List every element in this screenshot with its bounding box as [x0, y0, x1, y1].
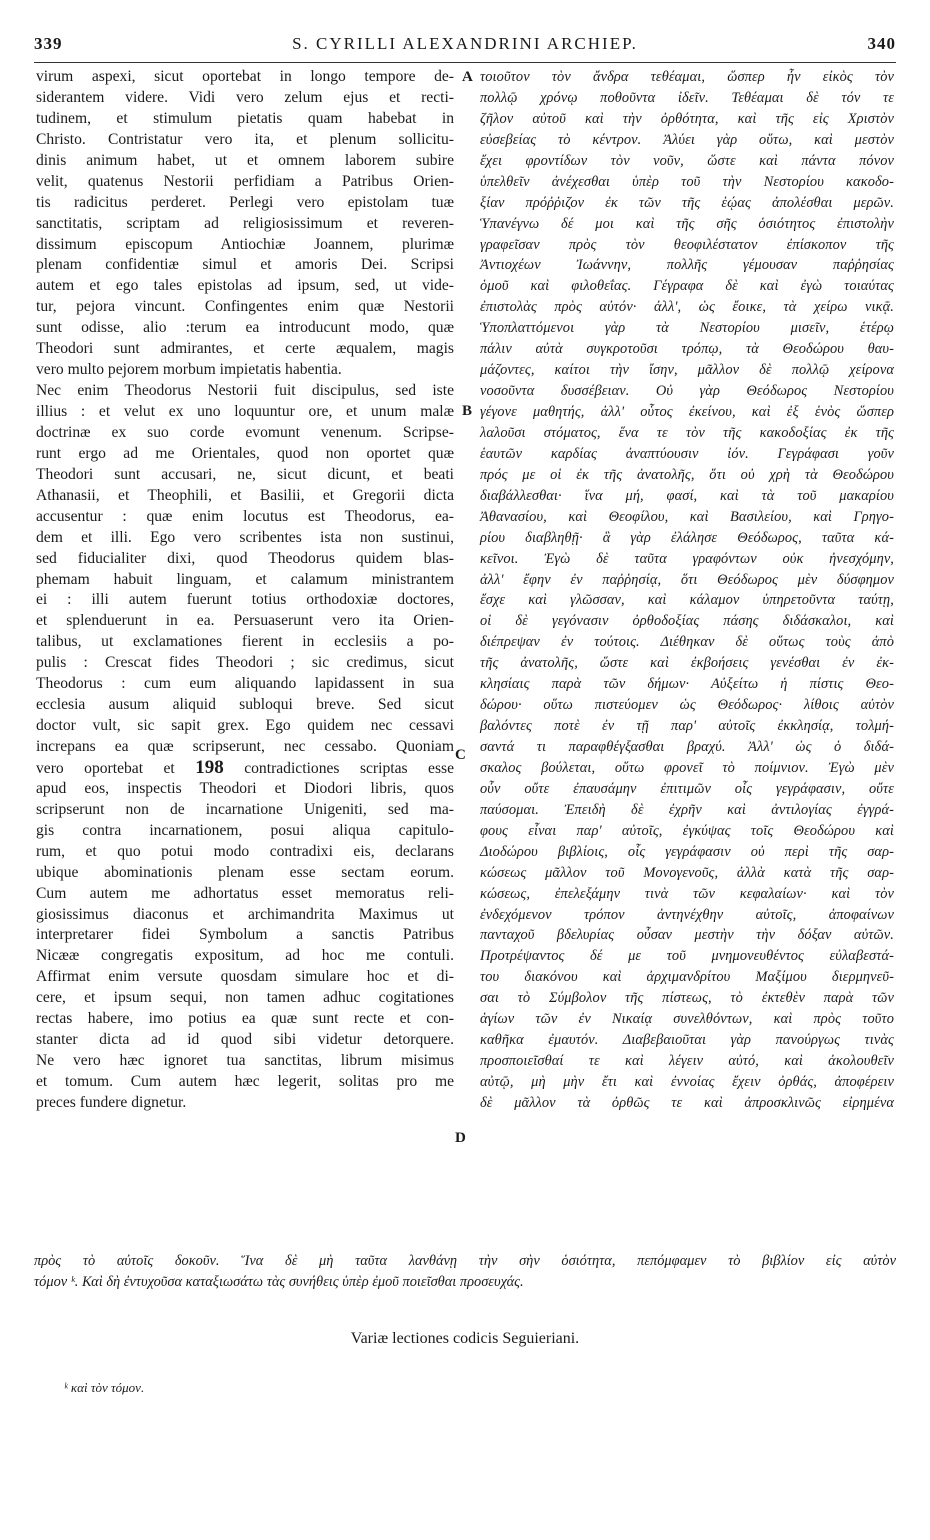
latin-line: Theodori sunt accusari, ne, sicut dicunt, et beati [36, 465, 454, 483]
greek-line: βαλόντες ποτὲ ἐν τῇ παρ' αὐτοῖς ἐκκλησίᾳ, τολμή- [480, 718, 894, 735]
latin-line: Cum autem me adhortatus esset memoratus reli- [36, 884, 454, 902]
latin-line: et tomum. Cum autem hæc legerit, solitas pro me [36, 1073, 454, 1090]
greek-line: πολλῷ χρόνῳ ποθοῦντα ἰδεῖν. Τεθέαμαι δὲ τόν τε [480, 89, 894, 106]
greek-line: Ὑπανέγνω δέ μοι καὶ τῆς σῆς ὁσιότητος ἐπιστολὴν [480, 215, 894, 232]
greek-line: κλησίαις παρὰ τῶν δήμων· Αὐξείτω ἡ πίστις Θεο- [480, 676, 894, 693]
greek-line: αὐτῷ, μὴ μὴν ἔτι καὶ ἐννοίας ἔχειν ὀρθάς, ἀποφέρειν [480, 1074, 894, 1090]
latin-line: gis contra incarnationem, posui aliqua capitulo- [36, 821, 454, 839]
latin-line: Theodorus : cum eum aliquando lapidassent in sua [36, 675, 454, 693]
greek-line: ὑπελθεῖν ἀνέχεσθαι ὑπὲρ τοῦ τὴν Νεστορίου κακοδο- [480, 173, 894, 190]
latin-line-part: contradictiones scriptas esse [244, 759, 455, 777]
greek-line: νοσοῦντα δυσσέβειαν. Οὐ γὰρ Θεόδωρος Νεστορίου [480, 383, 894, 400]
greek-line: γέγονε μαθητής, ἀλλ' οὗτος ἐκείνου, καὶ ἐξ ἑνὸς ὥσπερ [480, 404, 894, 420]
latin-line: runt ergo ad me Orientales, quod non oportet quæ [36, 444, 454, 462]
variae-lectiones-heading: Variæ lectiones codicis Seguieriani. [350, 1330, 580, 1347]
latin-line: autem et ego tales epistolas ad ipsum, sed, ut vide- [36, 277, 454, 295]
latin-line: stanter dicta ad id quod sibi videtur detorquere. [36, 1031, 454, 1049]
greek-continuation-line: τόμον ᵏ. Καὶ δὴ ἐντυχοῦσα καταξιωσάτω τὰς συνήθεις ὑπὲρ ἐμοῦ ποιεῖσθαι προσευχάς. [34, 1274, 524, 1290]
latin-line: apud eos, inspectis Theodori et Diodori libris, quos [36, 779, 454, 797]
greek-line: ἔσχε καὶ γλῶσσαν, καὶ κάλαμον ὑπηρετοῦντα ταύτῃ, [480, 592, 894, 609]
greek-line: προσποιεῖσθαί τε καὶ λέγειν αὐτό, καὶ ἀκολουθεῖν [480, 1053, 894, 1070]
greek-line: Ἀντιοχέων Ἰωάννην, πολλῆς γέμουσαν παῤῥησίας [480, 257, 894, 274]
greek-line: τῆς ἀνατολῆς, ὥστε καὶ ἐκβοήσεις γενέσθαι ἐν ἐκ- [480, 655, 894, 672]
greek-line: οἱ δὲ γεγόνασιν ὀρθοδοξίας πάσης διδάσκαλοι, καὶ [480, 613, 894, 630]
latin-line: vero multo pejorem morbum impietatis habentia. [36, 361, 342, 379]
latin-line: doctrinæ ex suo corde evomunt venenum. Scripse- [36, 423, 454, 441]
greek-line: ἔχει φροντίδων τὸν νοῦν, ὥστε καὶ πάντα πόνον [480, 152, 894, 169]
greek-line: διέπρεψαν ἐν τούτοις. Διέθηκαν δὲ οὕτως τοὺς ἀπὸ [480, 634, 894, 651]
latin-line: rum, et quo potui modo contradixi eis, declarans [36, 842, 454, 860]
latin-line: pulis : Crescat fides Theodori ; sic credimus, sicut [36, 654, 454, 672]
latin-line: illius : et velut ex uno loquuntur ore, et unum malæ [36, 403, 454, 420]
greek-line: δὲ μᾶλλον τὰ ὀρθῶς τε καὶ ἀπροσκλινῶς εἰρημένα [480, 1094, 894, 1111]
latin-line: sunt odisse, alio :terum ea introducunt modo, quæ [36, 319, 454, 337]
greek-line: σαντά τι παραφθέγξασθαι βραχύ. Ἀλλ' ὡς ὁ διδά- [480, 739, 894, 755]
section-marker-d: D [455, 1130, 466, 1146]
latin-line: et splenduerunt in ea. Persuaserunt vero ita Orien- [36, 612, 454, 630]
greek-line: δώρου· οὕτω πιστεύομεν ὡς Θεόδωρος· λίθοις αὐτὸν [480, 697, 894, 714]
page-header [34, 34, 896, 56]
greek-column [480, 67, 894, 1114]
latin-line-part: vero oportebat et [36, 759, 175, 777]
greek-line: σκαλος βούλεται, οὕτω φρονεῖ τὸ ποίμνιον. Ἐγὼ μὲν [480, 759, 894, 776]
greek-line: του διακόνου καὶ ἀρχιμανδρίτου Μαξίμου διερμηνεῦ- [480, 969, 894, 986]
latin-line: talibus, ut exclamationes fierent in ecclesiis a po- [36, 633, 454, 651]
latin-line: preces fundere dignetur. [36, 1093, 187, 1111]
latin-line: rectas habere, imo potius ea quæ sunt recte et con- [36, 1010, 454, 1028]
greek-line: κεῖνοι. Ἐγὼ δὲ ταῦτα γραφόντων οὐκ ἠνεσχόμην, [480, 550, 894, 567]
greek-line: ἁγίων τῶν ἐν Νικαίᾳ συνελθόντων, καὶ πρὸς τοῦτο [480, 1011, 894, 1028]
latin-line: Christo. Contristatur vero ita, et plenum sollicitu- [36, 130, 454, 148]
latin-line: dissimum episcopum Antiochiæ Joannem, plurimæ [36, 235, 454, 253]
latin-line: Athanasii, et Theophili, et Basilii, et Gregorii dicta [36, 486, 454, 504]
greek-line: ζῆλον αὐτοῦ καὶ τὴν ὀρθότητα, καὶ τῆς εἰς Χριστὸν [480, 110, 894, 127]
latin-line: Ne vero hæc ignoret tua sanctitas, librum misimus [36, 1052, 454, 1070]
latin-line: siderantem videre. Vidi vero zelum ejus et recti- [36, 88, 454, 106]
section-marker-b: B [462, 403, 473, 419]
section-marker-c: C [455, 747, 466, 763]
greek-line: ρίου διαβληθῇ· ἃ γὰρ ἐλάλησε Θεόδωρος, ταῦτα κά- [480, 529, 894, 546]
greek-line: πρός με οἱ ἐκ τῆς ἀνατολῆς, ὅτι οὐ χρὴ τὰ Θεοδώρου [480, 466, 894, 483]
greek-line: ξίαν πρόῤῥιζον ἐκ τῶν τῆς ἑῴας ἀπολέσθαι μερῶν. [480, 194, 894, 211]
latin-line: doctor vult, sic sapit grex. Ego quidem nec cessavi [36, 717, 454, 735]
greek-line: Ἀθανασίου, καὶ Θεοφίλου, καὶ Βασιλείου, καὶ Γρηγο- [480, 508, 894, 525]
greek-line: οὖν οὔτε ἐπαυσάμην ἐπιτιμῶν οἷς γεγράφασιν, οὔτε [480, 780, 894, 797]
latin-line: phemam habuit linguam, et calamum ministrantem [36, 570, 454, 588]
greek-line: Διοδώρου βιβλίοις, οἷς γεγράφασιν οὐ περὶ τῆς σαρ- [480, 843, 894, 860]
latin-line: ecclesia ausum aliquid subloqui breve. Sed sicut [36, 696, 454, 714]
greek-line: ἐπιστολὰς πρὸς αὐτόν· ἀλλ', ὡς ἔοικε, τὰ χείρω νικᾷ. [480, 299, 894, 316]
latin-line: interpretarer fidei Symbolum a sanctis Patribus [36, 926, 454, 944]
left-page-number: 339 [34, 34, 63, 53]
latin-line: Theodori sunt admirantes, et certe æqualem, magis [36, 340, 454, 358]
latin-line: dinis animum habet, ut et omnem laborem subire [36, 151, 454, 169]
greek-line: φους εἶναι παρ' αὐτοῖς, ἐγκύψας τοῖς Θεοδώρου καὶ [480, 822, 894, 839]
latin-line: velit, quatenus Nestorii perfidiam a Patribus Orien- [36, 172, 454, 190]
latin-line: sanctitatis, scriptam ad religiosissimum et reveren- [36, 214, 454, 232]
greek-continuation-line: πρὸς τὸ αὐτοῖς δοκοῦν. Ἵνα δὲ μὴ ταῦτα λανθάνῃ τὴν σὴν ὁσιότητα, πεπόμφαμεν τὸ βιβλίον εἰς αὐτὸν [34, 1253, 896, 1269]
latin-line: Nec enim Theodorus Nestorii fuit discipulus, sed iste [36, 382, 454, 400]
greek-line: γραφεῖσαν πρὸς τὸν θεοφιλέστατον ἐπίσκοπον τῆς [480, 236, 894, 253]
greek-line: κώσεως μᾶλλον τοῦ Μονογενοῦς, ἀλλὰ κατὰ τῆς σαρ- [480, 864, 894, 881]
header-rule [34, 62, 896, 63]
greek-line: πανταχοῦ βδελυρίας οὖσαν μεστὴν τὴν δόξαν αὐτῶν. [480, 927, 894, 944]
latin-line [36, 758, 454, 779]
latin-line: cere, et ipsum sequi, non tamen adhuc cogitationes [36, 989, 454, 1007]
greek-line: εὐσεβείας τὸ κέντρον. Ἀλύει γὰρ οὕτω, καὶ μεστὸν [480, 131, 894, 148]
column-number: 198 [195, 756, 224, 778]
greek-line: πάλιν αὐτὰ συγκροτοῦσι τρόπῳ, τὰ Θεοδώρου θαυ- [480, 341, 894, 358]
latin-line: scripserunt non de incarnatione Unigeniti, sed ma- [36, 800, 454, 818]
greek-line: ἀλλ' ἔφην ἐν παῤῥησίᾳ, ὅτι Θεόδωρος μὲν δύσφημον [480, 571, 894, 588]
greek-line: μάζοντες, καίτοι τὴν ἴσην, μᾶλλον δὲ πολλῷ χείρονα [480, 362, 894, 379]
greek-line: διαβάλλεσθαι· ἵνα μή, φασί, καὶ τὰ τοῦ μακαρίου [480, 487, 894, 504]
greek-line: ὁμοῦ καὶ φιλοθεΐας. Γέγραφα δὲ καὶ ἐγὼ τοιαύτας [480, 278, 894, 295]
greek-continuation [34, 1251, 896, 1293]
latin-line: tis radicitus perderet. Perlegi vero epistolam tuæ [36, 193, 454, 211]
greek-line: λαλοῦσι στόματος, ἕνα τε τὸν τῆς κακοδοξίας ἐκ τῆς [480, 424, 894, 441]
latin-line: increpans ea quæ scripserunt, nec cessabo. Quoniam [36, 738, 454, 755]
latin-column [36, 67, 454, 1114]
latin-line: accusentur : quæ enim locutus est Theodorus, ea- [36, 507, 454, 525]
greek-line: ἐνδεχόμενον τρόπον ἀντηνέχθην αὐτοῖς, ἀποφαίνων [480, 906, 894, 923]
latin-line: sed fiducialiter dixi, quod Theodorus quidem blas- [36, 549, 454, 567]
greek-line: παύσομαι. Ἐπειδὴ δὲ ἐχρῆν καὶ ἀντιλογίας ἐγγρά- [480, 801, 894, 818]
latin-line: tudinem, et stimulum pietatis quam habebat in [36, 109, 454, 127]
right-page-number: 340 [867, 34, 896, 53]
greek-line: ἑαυτῶν καρδίας ἀναπτύουσιν ἰόν. Γεγράφασι γοῦν [480, 445, 894, 462]
greek-line: Προτρέψαντος δέ με τοῦ μνημονευθέντος εὐλαβεστά- [480, 948, 894, 965]
latin-line: tur, pejora vincunt. Confingentes enim quæ Nestorii [36, 298, 454, 316]
latin-line: Nicææ congregatis expositum, ad hoc me contuli. [36, 947, 454, 965]
latin-line: Affirmat enim versute quosdam simulare hoc et di- [36, 968, 454, 986]
greek-line: σαι τὸ Σύμβολον τῆς πίστεως, τὸ ἐκτεθὲν παρὰ τῶν [480, 990, 894, 1007]
latin-line: ubique abominationis plenam esse sectam eorum. [36, 863, 454, 881]
greek-line: κώσεως, ἐπελεξάμην τινὰ τῶν κεφαλαίων· καὶ τὸν [480, 885, 894, 902]
latin-line: virum aspexi, sicut oportebat in longo tempore de- [36, 68, 454, 85]
latin-line: plenam confidentiæ simul et amoris Dei. Scripsi [36, 256, 454, 274]
latin-line: giosissimus diaconus et archimandrita Maximus ut [36, 905, 454, 923]
greek-line: Ὑποπλαττόμενοι γὰρ τὰ Νεστορίου μισεῖν, ἑτέρῳ [480, 320, 894, 337]
greek-line: καθῆκα ἐμαυτόν. Διαβεβαιοῦται γὰρ πανούργως τινὰς [480, 1032, 894, 1049]
section-marker-a: A [462, 69, 473, 85]
running-title: S. CYRILLI ALEXANDRINI ARCHIEP. [292, 34, 638, 53]
footnote: ᵏ καὶ τὸν τόμον. [64, 1380, 145, 1395]
latin-line: dem et illi. Ego vero scribentes ista non sustinui, [36, 528, 454, 546]
latin-line: ei : illi autem fuerunt totius orthodoxiæ doctores, [36, 591, 454, 609]
greek-line: τοιοῦτον τὸν ἄνδρα τεθέαμαι, ὥσπερ ἦν εἰκὸς τὸν [480, 69, 894, 85]
